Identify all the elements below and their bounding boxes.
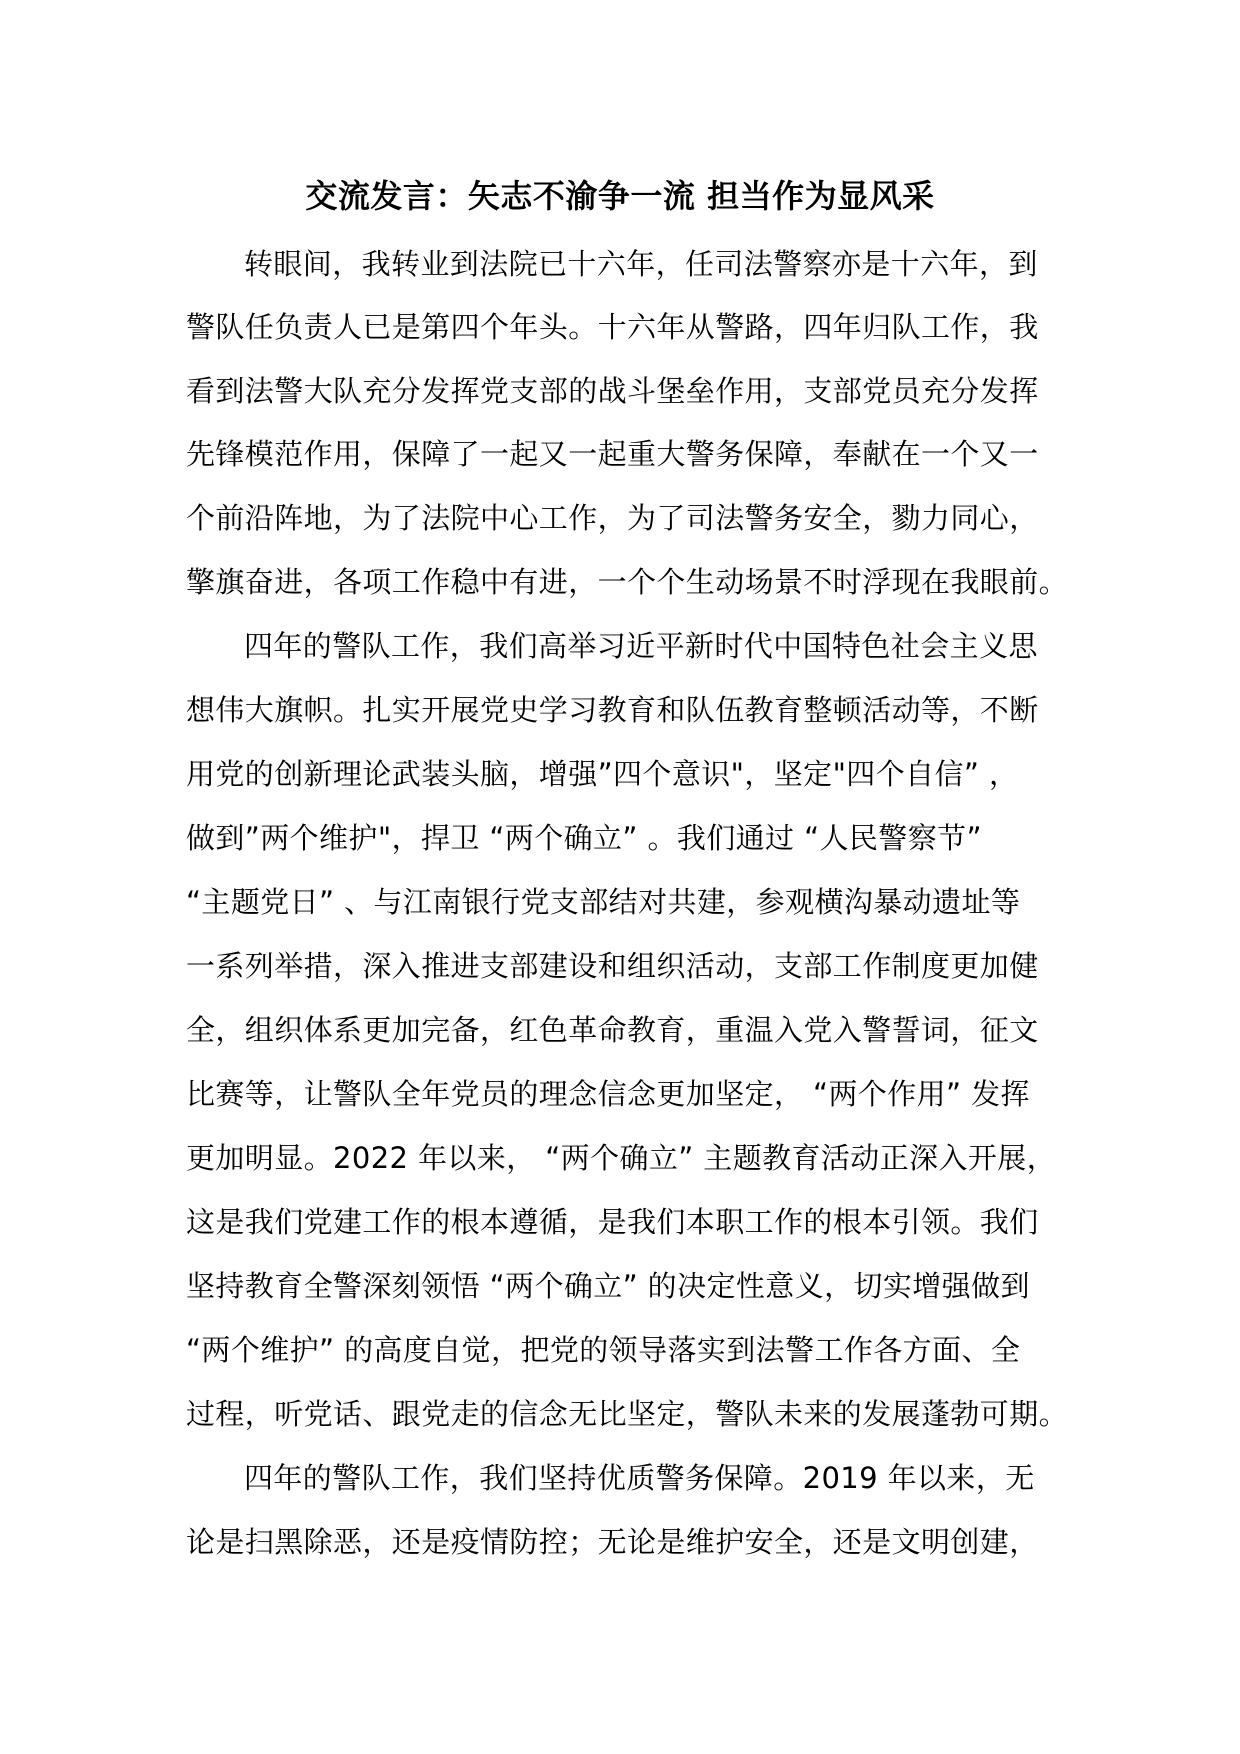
paragraph-line: 先锋模范作用，保障了一起又一起重大警务保障，奉献在一个又一 — [186, 437, 1039, 471]
paragraph-line: 想伟大旗帜。扎实开展党史学习教育和队伍教育整顿活动等，不断 — [186, 693, 1039, 727]
paragraph-line: “主题党日” 、与江南银行党支部结对共建，参观横沟暴动遗址等 — [186, 885, 1021, 919]
paragraph-line: 个前沿阵地，为了法院中心工作，为了司法警务安全，勠力同心， — [186, 501, 1039, 535]
paragraph-line: 这是我们党建工作的根本遵循，是我们本职工作的根本引领。我们 — [186, 1205, 1039, 1239]
paragraph-line: 一系列举措，深入推进支部建设和组织活动，支部工作制度更加健 — [186, 949, 1039, 983]
paragraph-line: 转眼间，我转业到法院已十六年，任司法警察亦是十六年，到 — [244, 247, 1038, 281]
paragraph-line: 比赛等，让警队全年党员的理念信念更加坚定， “两个作用” 发挥 — [186, 1077, 1030, 1111]
paragraph-line: 四年的警队工作，我们高举习近平新时代中国特色社会主义思 — [244, 629, 1038, 663]
paragraph-line: 全，组织体系更加完备，红色革命教育，重温入党入警誓词，征文 — [186, 1013, 1039, 1047]
paragraph-line: 擎旗奋进，各项工作稳中有进，一个个生动场景不时浮现在我眼前。 — [186, 565, 1069, 599]
paragraph-line: 警队任负责人已是第四个年头。十六年从警路，四年归队工作，我 — [186, 310, 1039, 344]
paragraph-line: 做到”两个维护"，捍卫 “两个确立” 。我们通过 “人民警察节” — [186, 821, 982, 855]
paragraph-line: 过程，听党话、跟党走的信念无比坚定，警队未来的发展蓬勃可期。 — [186, 1397, 1069, 1431]
paragraph-line: “两个维护” 的高度自觉，把党的领导落实到法警工作各方面、全 — [186, 1333, 1021, 1367]
paragraph-line: 论是扫黑除恶，还是疫情防控；无论是维护安全，还是文明创建， — [186, 1525, 1039, 1559]
paragraph-line: 看到法警大队充分发挥党支部的战斗堡垒作用，支部党员充分发挥 — [186, 374, 1039, 408]
document-title: 交流发言：矢志不渝争一流 担当作为显风采 — [305, 177, 935, 215]
paragraph-line: 更加明显。2022 年以来， “两个确立” 主题教育活动正深入开展， — [186, 1141, 1057, 1175]
paragraph-line: 四年的警队工作，我们坚持优质警务保障。2019 年以来，无 — [244, 1461, 1035, 1495]
paragraph-line: 坚持教育全警深刻领悟 “两个确立” 的决定性意义，切实增强做到 — [186, 1269, 1030, 1303]
paragraph-line: 用党的创新理论武装头脑，增强”四个意识"，坚定"四个自信” ， — [186, 757, 1019, 791]
